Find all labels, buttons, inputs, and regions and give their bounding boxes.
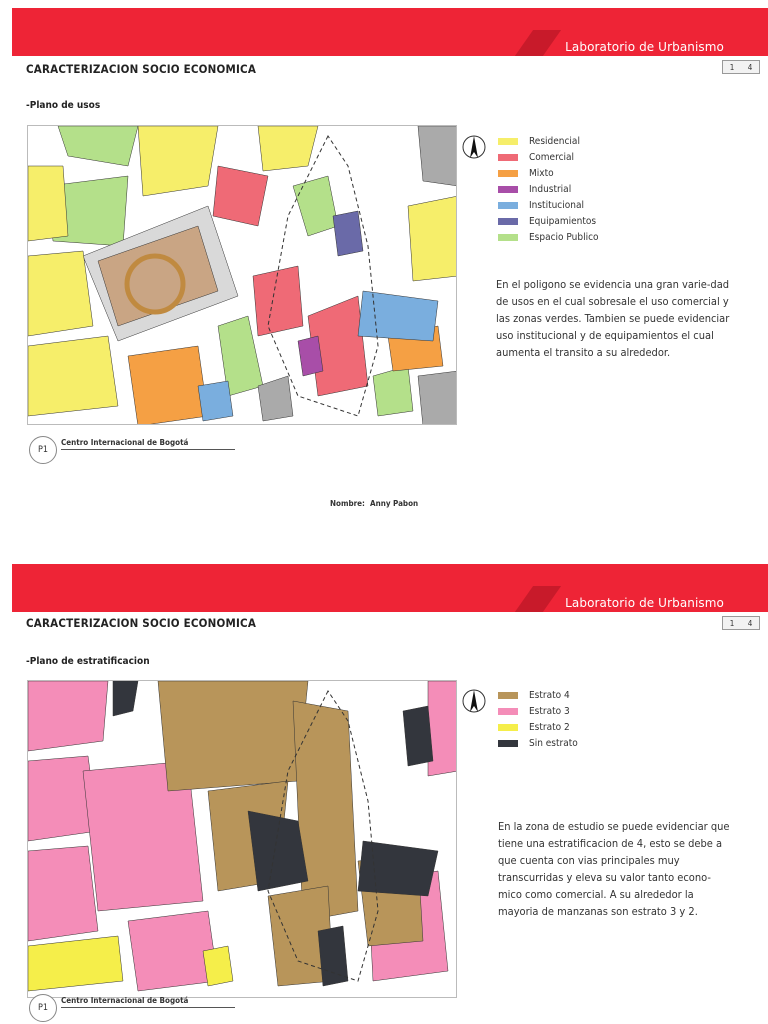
legend-label: Equipamientos — [529, 215, 597, 227]
legend-label: Estrato 4 — [529, 689, 570, 701]
caption-text: Centro Internacional de Bogotá — [61, 996, 235, 1008]
strata-map — [27, 680, 457, 998]
plan-id-badge: P1 — [29, 994, 57, 1022]
legend-swatch — [498, 138, 518, 145]
page-current: 1 — [729, 62, 735, 72]
legend-label: Comercial — [529, 151, 575, 163]
plan-id-badge: P1 — [29, 436, 57, 464]
legend-swatch — [498, 692, 518, 699]
map-caption — [29, 436, 235, 464]
footer-row-nombre — [330, 497, 418, 509]
legend-swatch — [498, 218, 518, 225]
legend-label: Estrato 2 — [529, 721, 570, 733]
map-description: En el poligono se evidencia una gran varie-dad de usos en el cual sobresale el uso comercial y las zonas verdes. Tambien se puede evidenciar uso institucional y de equipamientos el cual aumenta el transito a su alrededor. — [496, 278, 730, 359]
legend-item — [498, 165, 599, 181]
north-arrow-icon — [462, 134, 486, 160]
legend-swatch — [498, 708, 518, 715]
legend-label: Residencial — [529, 135, 580, 147]
strata-legend — [498, 687, 578, 751]
legend-item — [498, 133, 599, 149]
section-title: CARACTERIZACION SOCIO ECONOMICA — [26, 616, 257, 630]
land-use-map-graphic — [28, 126, 457, 425]
legend-item — [498, 703, 578, 719]
page-number-box — [722, 616, 760, 630]
lab-title: Laboratorio de Urbanismo — [565, 596, 724, 610]
page-total: 4 — [747, 62, 753, 72]
map-description: En la zona de estudio se puede evidenciar que tiene una estratificacion de 4, esto se debe a que cuenta con vias principales muy transcurridas y eleva su valor tanto econo-mico como comercial. A su alrededor la mayoria de manzanas son estrato 3 y 2. — [498, 820, 730, 918]
page-total: 4 — [747, 618, 753, 628]
legend-swatch — [498, 202, 518, 209]
legend-item — [498, 687, 578, 703]
legend-label: Espacio Publico — [529, 231, 599, 243]
legend-label: Institucional — [529, 199, 584, 211]
page-2 — [0, 512, 768, 1024]
legend-item — [498, 197, 599, 213]
legend-swatch — [498, 154, 518, 161]
legend-item — [498, 719, 578, 735]
legend-swatch — [498, 740, 518, 747]
legend-item — [498, 213, 599, 229]
legend-item — [498, 149, 599, 165]
page-current: 1 — [729, 618, 735, 628]
legend-label: Mixto — [529, 167, 554, 179]
legend-swatch — [498, 170, 518, 177]
nombre-label: Nombre: — [330, 498, 365, 508]
legend-item — [498, 229, 599, 245]
legend-item — [498, 735, 578, 751]
legend-swatch — [498, 234, 518, 241]
map-caption — [29, 994, 235, 1022]
land-use-legend — [498, 133, 599, 245]
strata-map-graphic — [28, 681, 457, 998]
nombre-value: Anny Pabon — [370, 498, 419, 508]
land-use-map — [27, 125, 457, 425]
legend-item — [498, 181, 599, 197]
page-number-box — [722, 60, 760, 74]
lab-title: Laboratorio de Urbanismo — [565, 40, 724, 54]
legend-swatch — [498, 724, 518, 731]
caption-text: Centro Internacional de Bogotá — [61, 438, 235, 450]
map-subtitle: -Plano de estratificacion — [26, 656, 150, 667]
legend-label: Industrial — [529, 183, 572, 195]
map-subtitle: -Plano de usos — [26, 100, 101, 111]
north-arrow-icon — [462, 688, 486, 714]
legend-label: Sin estrato — [529, 737, 578, 749]
legend-label: Estrato 3 — [529, 705, 570, 717]
legend-swatch — [498, 186, 518, 193]
section-title: CARACTERIZACION SOCIO ECONOMICA — [26, 62, 257, 76]
